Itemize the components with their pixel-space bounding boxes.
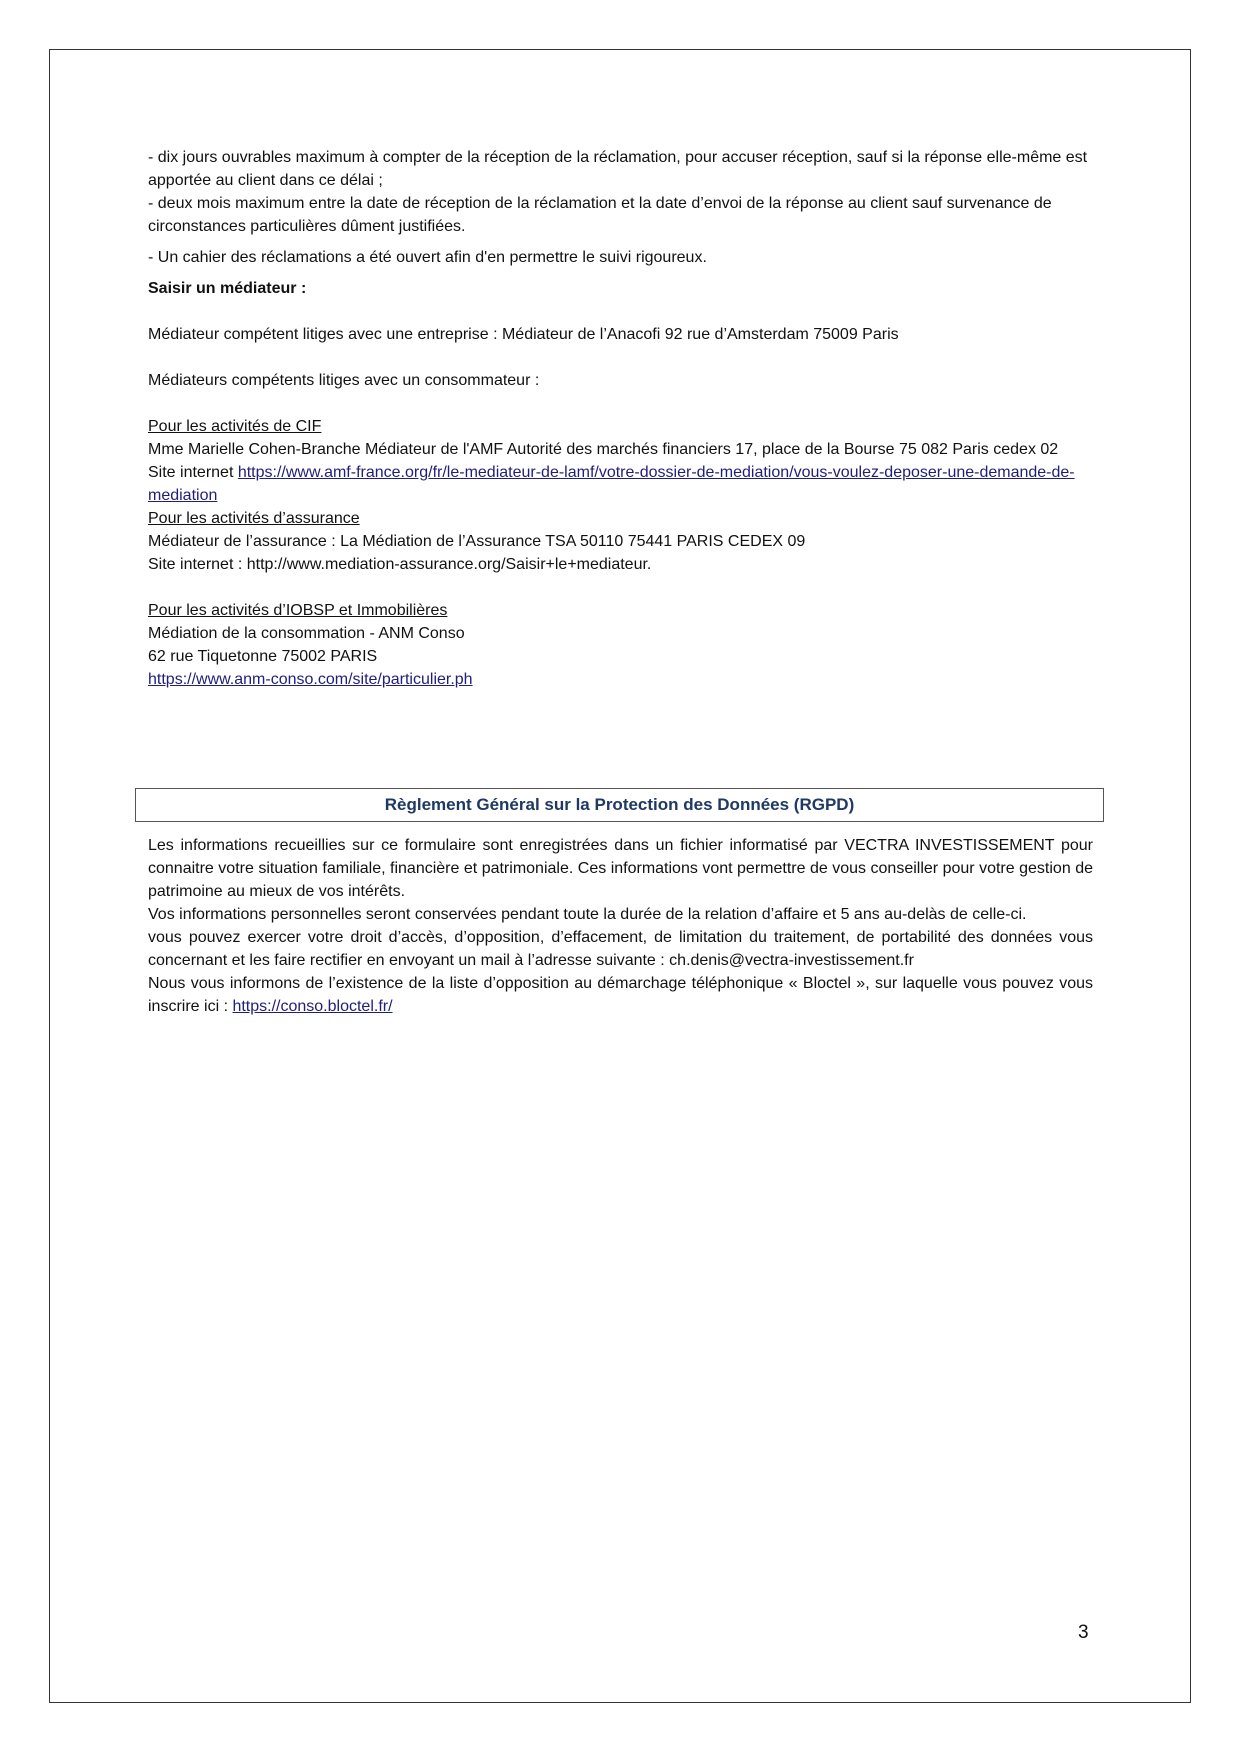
rgpd-p1: Les informations recueillies sur ce formulaire sont enregistrées dans un fichier informatisé par VECTRA INVESTISSEMENT pour connaitre votre situation familiale, financière et patrimoniale. Ces informations vont permettre de vous conseiller pour votre gestion de patrimoine au mieux de vos intérêts.	[148, 837, 1093, 900]
iobsp-line2: 62 rue Tiquetonne 75002 PARIS	[148, 648, 378, 665]
rgpd-p4	[148, 972, 1093, 1018]
business-mediator: Médiateur compétent litiges avec une entreprise : Médiateur de l’Anacofi 92 rue d’Amsterdam 75009 Paris	[148, 326, 899, 343]
amf-link[interactable]: https://www.amf-france.org/fr/le-mediateur-de-lamf/votre-dossier-de-mediation/vous-voulez-deposer-une-demande-de-mediation	[148, 464, 1075, 504]
bloctel-link[interactable]: https://conso.bloctel.fr/	[232, 998, 393, 1015]
iobsp-title: Pour les activités d’IOBSP et Immobilières	[148, 602, 448, 619]
rgpd-title: Règlement Général sur la Protection des Données (RGPD)	[384, 795, 855, 814]
rgpd-content	[148, 834, 1093, 1018]
anm-conso-link[interactable]: https://www.anm-conso.com/site/particulier.ph	[148, 671, 473, 688]
delay-line-2: - deux mois maximum entre la date de réception de la réclamation et la date d’envoi de la réponse au client sauf survenance de circonstances particulières dûment justifiées.	[148, 195, 1052, 235]
rgpd-title-box	[135, 788, 1104, 822]
delay-line-1: - dix jours ouvrables maximum à compter de la réception de la réclamation, pour accuser réception, sauf si la réponse elle-même est apportée au client dans ce délai ;	[148, 149, 1088, 189]
rgpd-p4-text: Nous vous informons de l’existence de la liste d’opposition au démarchage téléphonique « Bloctel », sur laquelle vous pouvez vous inscrire ici :	[148, 975, 1093, 1015]
cif-site	[148, 461, 1093, 507]
rgpd-p2: Vos informations personnelles seront conservées pendant toute la durée de la relation d’affaire et 5 ans au-delàs de celle-ci.	[148, 906, 1027, 923]
cif-title: Pour les activités de CIF	[148, 418, 322, 435]
mediator-heading: Saisir un médiateur :	[148, 280, 307, 297]
rgpd-p3: vous pouvez exercer votre droit d’accès, d’opposition, d’effacement, de limitation du traitement, de portabilité des données vous concernant et les faire rectifier en envoyant un mail à l’adresse suivante : ch.denis@vectra-investissement.fr	[148, 929, 1093, 969]
register-line: - Un cahier des réclamations a été ouvert afin d'en permettre le suivi rigoureux.	[148, 249, 707, 266]
iobsp-line1: Médiation de la consommation - ANM Conso	[148, 625, 465, 642]
cif-site-prefix: Site internet	[148, 464, 238, 481]
assurance-site: Site internet : http://www.mediation-assurance.org/Saisir+le+mediateur.	[148, 556, 652, 573]
page-number: 3	[1078, 1622, 1089, 1643]
cif-text: Mme Marielle Cohen-Branche Médiateur de l'AMF Autorité des marchés financiers 17, place de la Bourse 75 082 Paris cedex 02	[148, 441, 1059, 458]
main-content	[148, 146, 1093, 691]
assurance-text: Médiateur de l’assurance : La Médiation de l’Assurance TSA 50110 75441 PARIS CEDEX 09	[148, 533, 806, 550]
assurance-title: Pour les activités d’assurance	[148, 510, 360, 527]
consumer-mediators: Médiateurs compétents litiges avec un consommateur :	[148, 372, 540, 389]
